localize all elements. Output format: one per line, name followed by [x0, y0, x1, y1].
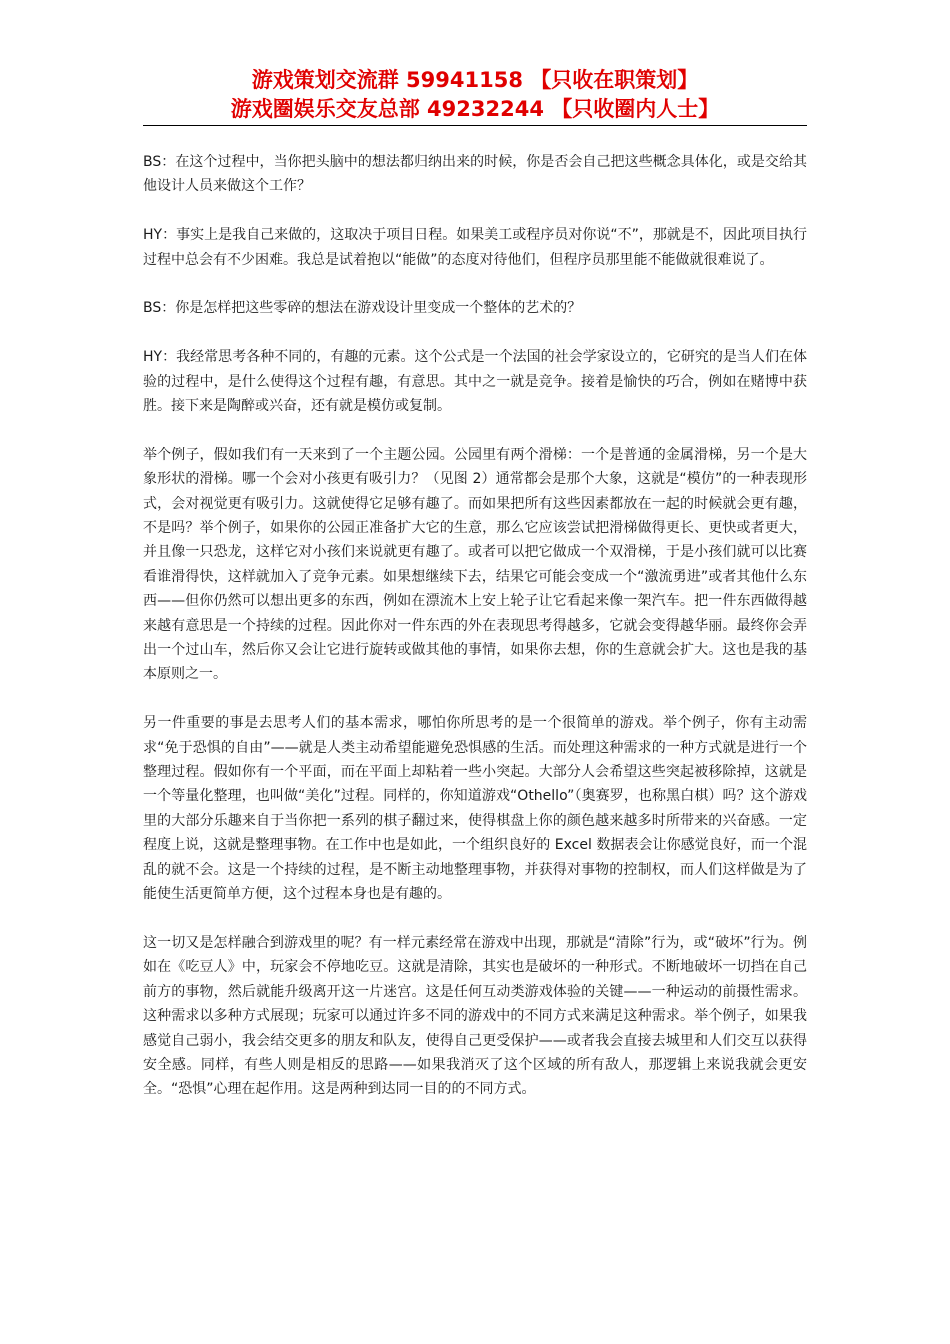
document-body [143, 150, 807, 1126]
paragraph-destruction-in-games: 这一切又是怎样融合到游戏里的呢？有一样元素经常在游戏中出现，那就是“清除”行为，或“破坏”行为。例如在《吃豆人》中，玩家会不停地吃豆。这就是清除，其实也是破坏的一种形式。不断地破坏一切挡在自己前方的事物，然后就能升级离开这一片迷宫。这是任何互动类游戏体验的关键——一种运动的前摄性需求。这种需求以多种方式展现；玩家可以通过许多不同的游戏中的不同方式来满足这种需求。举个例子，如果我感觉自己弱小，我会结交更多的朋友和队友，使得自己更受保护——或者我会直接去城里和人们交互以获得安全感。同样，有些人则是相反的思路——如果我消灭了这个区域的所有敌人，那逻辑上来说我就会更安全。“恐惧”心理在起作用。这是两种到达同一目的的不同方式。 [143, 934, 807, 1098]
paragraph-basic-needs: 另一件重要的事是去思考人们的基本需求，哪怕你所思考的是一个很简单的游戏。举个例子，你有主动需求“免于恐惧的自由”——就是人类主动希望能避免恐惧感的生活。而处理这种需求的一种方式就是进行一个整理过程。假如你有一个平面，而在平面上却粘着一些小突起。大部分人会希望这些突起被移除掉，这就是一个等量化整理，也叫做“美化”过程。同样的，你知道游戏“Othello”（奥赛罗，也称黑白棋）吗？这个游戏里的大部分乐趣来自于当你把一系列的棋子翻过来，使得棋盘上你的颜色越来越多时所带来的兴奋感。一定程度上说，这就是整理事物。在工作中也是如此，一个组织良好的 Excel 数据表会让你感觉良好，而一个混乱的就不会。这是一个持续的过程，是不断主动地整理事物，并获得对事物的控制权，而人们这样做是为了能使生活更简单方便，这个过程本身也是有趣的。 [143, 715, 807, 903]
paragraph-bs-question-1: BS：在这个过程中，当你把头脑中的想法都归纳出来的时候，你是否会自己把这些概念具体化，或是交给其他设计人员来做这个工作？ [143, 154, 807, 195]
paragraph-hy-answer-1: HY：事实上是我自己来做的，这取决于项目日程。如果美工或程序员对你说“不”，那就是不，因此项目执行过程中总会有不少困难。我总是试着抱以“能做”的态度对待他们，但程序员那里能不能做就很难说了。 [143, 227, 807, 268]
header-line-group-planning: 游戏策划交流群 59941158 【只收在职策划】 [251, 68, 699, 92]
paragraph-hy-answer-2: HY：我经常思考各种不同的，有趣的元素。这个公式是一个法国的社会学家设立的，它研究的是当人们在体验的过程中，是什么使得这个过程有趣，有意思。其中之一就是竞争。接着是愉快的巧合，例如在赌博中获胜。接下来是陶醉或兴奋，还有就是模仿或复制。 [143, 349, 807, 415]
paragraph-theme-park-example: 举个例子，假如我们有一天来到了一个主题公园。公园里有两个滑梯：一个是普通的金属滑梯，另一个是大象形状的滑梯。哪一个会对小孩更有吸引力？（见图 2）通常都会是那个大象，这就是“模仿”的一种表现形式，会对视觉更有吸引力。这就使得它足够有趣了。而如果把所有这些因素都放在一起的时候就会更有趣，不是吗？举个例子，如果你的公园正准备扩大它的生意，那么它应该尝试把滑梯做得更长、更快或者更大，并且像一只恐龙，这样它对小孩们来说就更有趣了。或者可以把它做成一个双滑梯，于是小孩们就可以比赛看谁滑得快，这样就加入了竞争元素。如果想继续下去，结果它可能会变成一个“激流勇进”或者其他什么东西——但你仍然可以想出更多的东西，例如在漂流木上安上轮子让它看起来像一架汽车。把一件东西做得越来越有意思是一个持续的过程。因此你对一件东西的外在表现思考得越多，它就会变得越华丽。最终你会弄出一个过山车，然后你又会让它进行旋转或做其他的事情，如果你去想，你的生意就会扩大。这也是我的基本原则之一。 [143, 446, 807, 683]
header-line-group-social: 游戏圈娱乐交友总部 49232244 【只收圈内人士】 [230, 97, 720, 121]
page-header [143, 66, 807, 124]
paragraph-bs-question-2: BS：你是怎样把这些零碎的想法在游戏设计里变成一个整体的艺术的？ [143, 300, 582, 317]
header-divider [143, 125, 807, 126]
